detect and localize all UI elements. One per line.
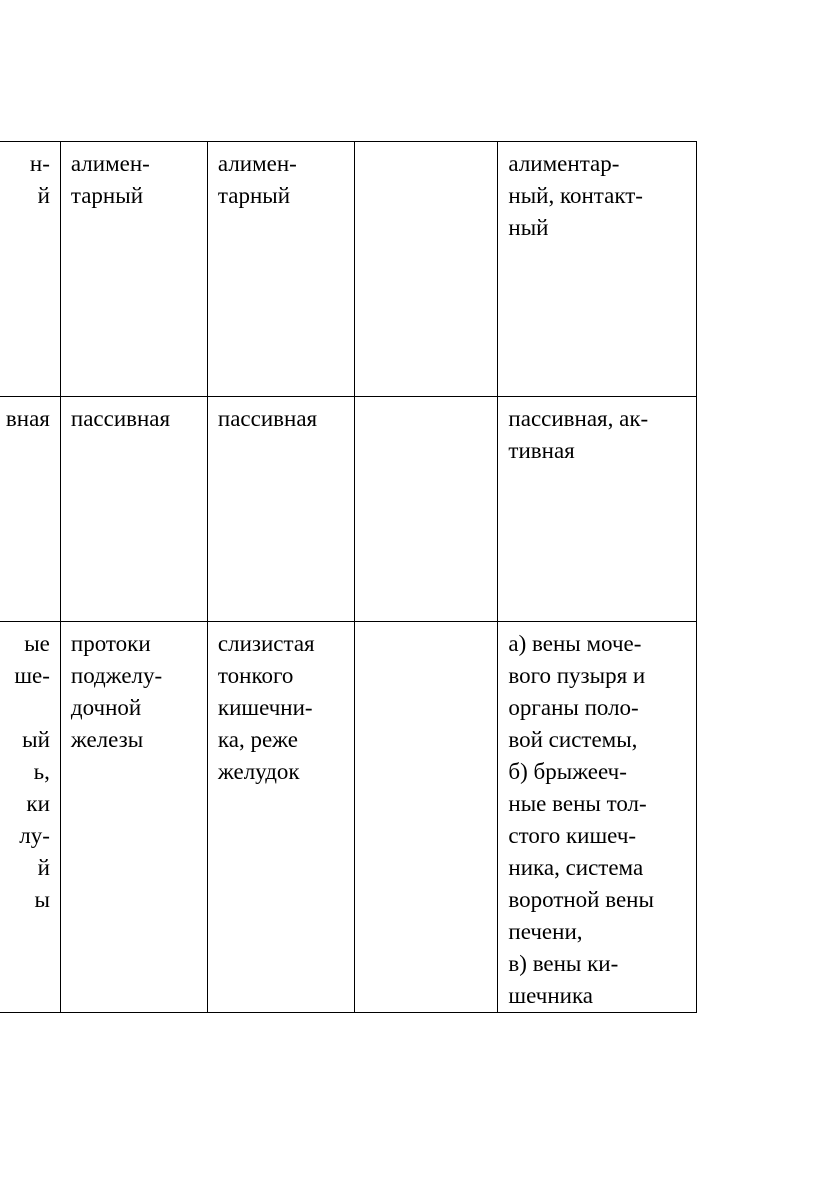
table-cell: слизистая тонкого кишечни- ка, реже желудок	[207, 622, 354, 1013]
table-cell: пассивная	[207, 397, 354, 622]
table-row-infection-route	[0, 142, 697, 397]
table-cell: протоки поджелу- дочной железы	[60, 622, 207, 1013]
table-cell-empty	[354, 142, 498, 397]
table-cell-cut: вная	[0, 397, 60, 622]
table-cell: алиментар- ный, контакт- ный	[498, 142, 697, 397]
table-cell-empty	[354, 622, 498, 1013]
table-cell: алимен- тарный	[60, 142, 207, 397]
table-cell: алимен- тарный	[207, 142, 354, 397]
table-cell-cut: ые ше- ый ь, ки лу- й ы	[0, 622, 60, 1013]
table-cell-empty	[354, 397, 498, 622]
table-cell: пассивная	[60, 397, 207, 622]
table-row-invasion-type	[0, 397, 697, 622]
table-row-localization	[0, 622, 697, 1013]
table-fragment	[0, 141, 705, 1013]
data-table	[0, 141, 697, 1013]
table-cell-cut: н- й	[0, 142, 60, 397]
table-cell: а) вены моче- вого пузыря и органы поло- вой системы, б) брыжееч- ные вены тол- стого кишеч- ника, система воротной вены печени, в) вены ки- шечника	[498, 622, 697, 1013]
table-cell: пассивная, ак- тивная	[498, 397, 697, 622]
